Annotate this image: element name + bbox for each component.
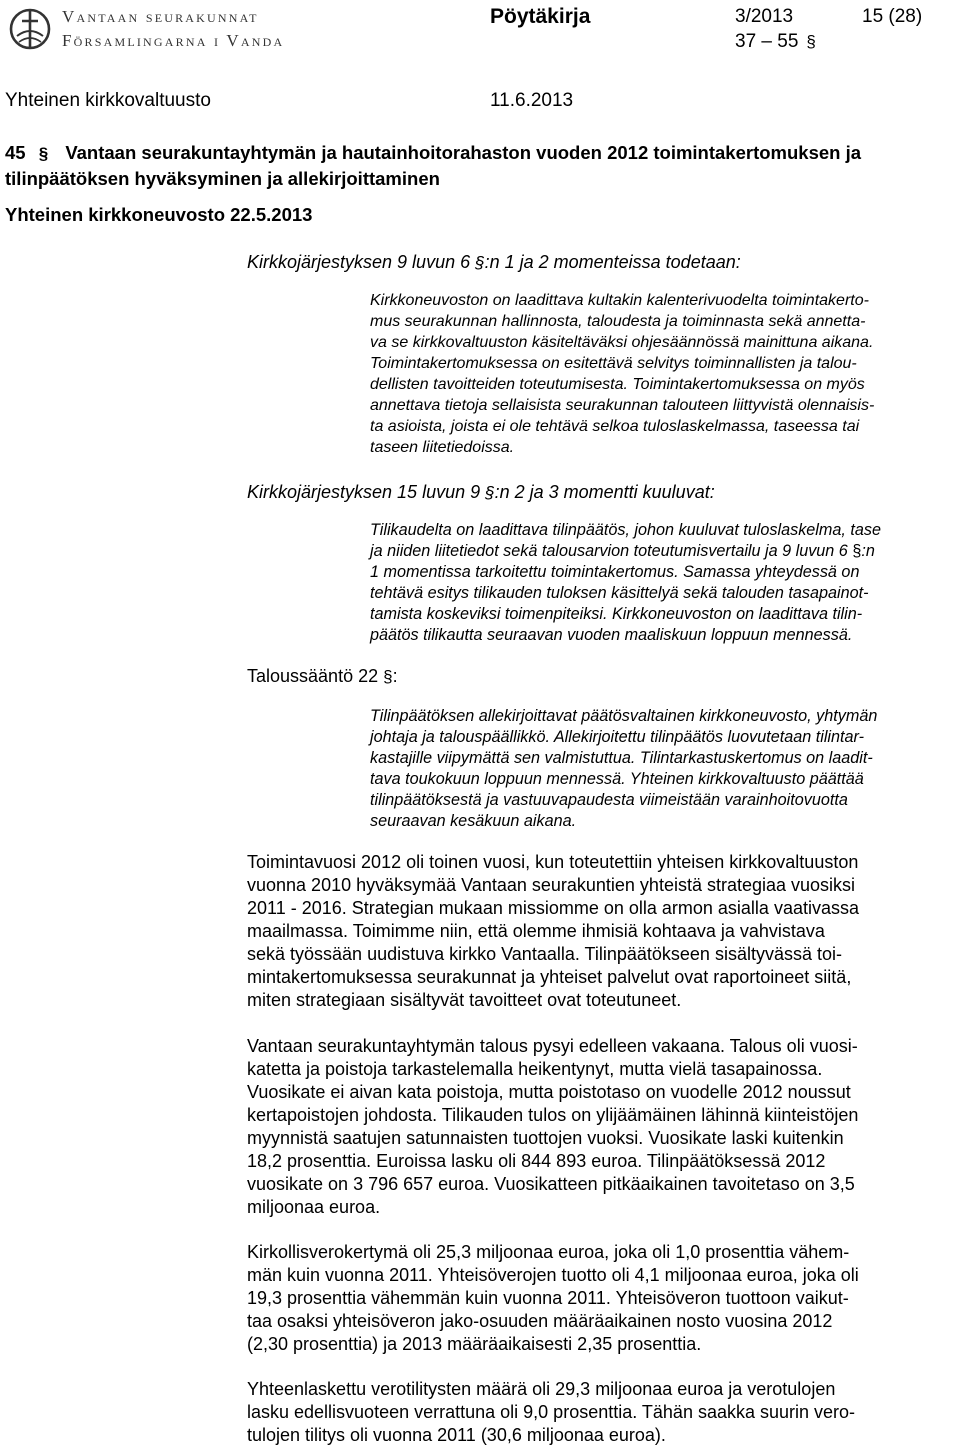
- intro-church-order-9-6: Kirkkojärjestyksen 9 luvun 6 §:n 1 ja 2 momenteissa todetaan:: [247, 252, 741, 272]
- quote-line: ja niiden liitetiedot sekä talousarvion toteutumisvertailu ja 9 luvun 6 §:n: [370, 542, 875, 560]
- quote-line: johtaja ja talouspäällikkö. Allekirjoitettu tilinpäätös luovutetaan tilintar-: [370, 728, 865, 746]
- meeting-date: 11.6.2013: [490, 90, 574, 111]
- text-line: vuonna 2010 hyväksymää Vantaan seurakuntien yhteistä strategiaa vuosiksi: [247, 875, 856, 895]
- paragraph-tax-totals: [247, 1378, 952, 1447]
- section-number: 45: [5, 142, 26, 163]
- quote-line: seuraavan kesäkuun aikana.: [370, 812, 577, 830]
- text-line: mintakertomuksessa seurakunnat ja yhteiset palvelut ovat raportoineet siitä,: [247, 967, 852, 987]
- quote-line: taseen liitetiedoissa.: [370, 439, 515, 456]
- quote-line: päätös tilikautta seuraavan vuoden maaliskuun loppuun mennessä.: [370, 626, 853, 644]
- text-line: Toimintavuosi 2012 oli toinen vuosi, kun toteutettiin yhteisen kirkkovaltuuston: [247, 852, 859, 872]
- meeting-name: Yhteinen kirkkovaltuusto: [5, 90, 211, 111]
- text-line: 19,3 prosenttia vähemmän kuin vuonna 2011. Yhteisöveron tuottoon vaikut-: [247, 1288, 849, 1308]
- text-line: taa osaksi yhteisöveron jako-osuuden määräaikainen nosto vuosina 2012: [247, 1311, 833, 1331]
- quote-line: mus seurakunnan hallinnosta, taloudesta ja toiminnasta sekä annetta-: [370, 313, 866, 330]
- text-line: myynnistä saatujen satunnaisten tuottojen vuoksi. Vuosikate laski kuitenkin: [247, 1128, 844, 1148]
- paragraph-finances: [247, 1035, 952, 1219]
- intro-church-order-15-9: Kirkkojärjestyksen 15 luvun 9 §:n 2 ja 3 momentti kuuluvat:: [247, 482, 715, 502]
- text-line: miten strategiaan sisältyvät tavoitteet ovat toteutuneet.: [247, 990, 682, 1010]
- quote-line: tava toukokuun loppuun mennessä. Yhteinen kirkkovaltuusto päättää: [370, 770, 864, 788]
- text-line: (2,30 prosenttia) ja 2013 määräaikaisesti 2,35 prosenttia.: [247, 1334, 702, 1354]
- quote-line: 1 momentissa tarkoitettu toimintakertomus. Samassa yhteydessä on: [370, 563, 860, 581]
- text-line: Kirkollisverokertymä oli 25,3 miljoonaa euroa, joka oli 1,0 prosenttia vähem-: [247, 1242, 850, 1262]
- section-title-text: Vantaan seurakuntayhtymän ja hautainhoitorahaston vuoden 2012 toimintakertomuksen ja tilinpäätöksen hyväksyminen ja allekirjoittaminen: [5, 142, 862, 189]
- church-logo-icon: [8, 4, 52, 54]
- section-sign: §: [38, 144, 49, 163]
- quote-line: tehtävä esitys tilikauden tuloksen käsittelyä sekä talouden tasapainot-: [370, 584, 869, 602]
- text-line: lasku edellisvuoteen verrattuna oli 9,0 prosenttia. Tähän saakka suurin vero-: [247, 1402, 856, 1422]
- quote-line: annettava tietoja sellaisista seurakunnan talouteen liittyvistä olennaisis-: [370, 397, 875, 414]
- document-type: Pöytäkirja: [490, 5, 591, 28]
- section-range: 37 – 55 §: [735, 31, 816, 52]
- text-line: maailmassa. Toimimme niin, että olemme ihmisiä kohtaava ja vahvistava: [247, 921, 825, 941]
- text-line: 18,2 prosenttia. Euroissa lasku oli 844 893 euroa. Tilinpäätöksessä 2012: [247, 1151, 826, 1171]
- subheading: Yhteinen kirkkoneuvosto 22.5.2013: [5, 204, 313, 225]
- quote-line: va se kirkkovaltuuston käsiteltäväksi ohjesäännössä mainittuna aikana.: [370, 334, 874, 351]
- quote-line: Toimintakertomuksessa on esitettävä selvitys toiminnallisten ja talou-: [370, 355, 857, 372]
- quote-line: tamista koskeviksi toimenpiteiksi. Kirkkoneuvoston on laadittava tilin-: [370, 605, 863, 623]
- text-line: miljoonaa euroa.: [247, 1197, 381, 1217]
- quote-line: kastajille viipymättä sen valmistuttua. Tilintarkastuskertomus on laadit-: [370, 749, 873, 767]
- quote-line: dellisten tavoitteiden toteutumisesta. Toimintakertomuksessa on myös: [370, 376, 865, 393]
- quote-financial-rules-22: [370, 706, 955, 832]
- quote-line: ta asioista, joista ei ole tehtävä selkoa tuloslaskelmassa, taseessa tai: [370, 418, 860, 435]
- quote-line: Tilikaudelta on laadittava tilinpäätös, johon kuuluvat tuloslaskelma, tase: [370, 521, 881, 539]
- quote-line: Kirkkoneuvoston on laadittava kultakin kalenterivuodelta toimintakerto-: [370, 292, 869, 309]
- text-line: tulojen tilitys oli vuonna 2011 (30,6 miljoonaa euroa).: [247, 1425, 666, 1445]
- text-line: sekä työssään uudistuva kirkko Vantaalla. Tilinpäätökseen sisältyvässä toi-: [247, 944, 842, 964]
- text-line: män kuin vuonna 2011. Yhteisöverojen tuotto oli 4,1 miljoonaa euroa, joka oli: [247, 1265, 859, 1285]
- text-line: Yhteenlaskettu verotilitysten määrä oli 29,3 miljoonaa euroa ja verotulojen: [247, 1379, 836, 1399]
- document-number: 3/2013: [735, 6, 794, 27]
- quote-church-order-15-9: [370, 520, 955, 646]
- organization-name-swedish: Församlingarna i Vanda: [62, 31, 285, 50]
- text-line: Vantaan seurakuntayhtymän talous pysyi edelleen vakaana. Talous oli vuosi-: [247, 1036, 858, 1056]
- paragraph-strategy: [247, 851, 952, 1012]
- paragraph-tax-revenue: [247, 1241, 952, 1356]
- quote-line: Tilinpäätöksen allekirjoittavat päätösvaltainen kirkkoneuvosto, yhtymän: [370, 707, 878, 725]
- section-title: [5, 140, 955, 191]
- text-line: katetta ja poistoja tarkastelemalla heikentynyt, mutta vielä tasapainossa.: [247, 1059, 823, 1079]
- quote-line: tilinpäätöksestä ja vastuuvapaudesta viimeistään varainhoitovuotta: [370, 791, 848, 809]
- quote-church-order-9-6: [370, 290, 955, 458]
- page-number: 15 (28): [862, 6, 923, 27]
- text-line: Vuosikate ei aivan kata poistoja, mutta poistotaso on vuodelle 2012 noussut: [247, 1082, 851, 1102]
- intro-financial-rules-22: Taloussääntö 22 §:: [247, 666, 398, 686]
- organization-name-finnish: Vantaan seurakunnat: [62, 7, 259, 26]
- text-line: 2011 - 2016. Strategian mukaan missiomme on olla armon asialla vaativassa: [247, 898, 859, 918]
- text-line: vuosikate on 3 796 657 euroa. Vuosikatteen pitkäaikainen tavoitetaso on 3,5: [247, 1174, 855, 1194]
- text-line: kertapoistojen johdosta. Tilikauden tulos on ylijäämäinen lähinnä kiinteistöjen: [247, 1105, 859, 1125]
